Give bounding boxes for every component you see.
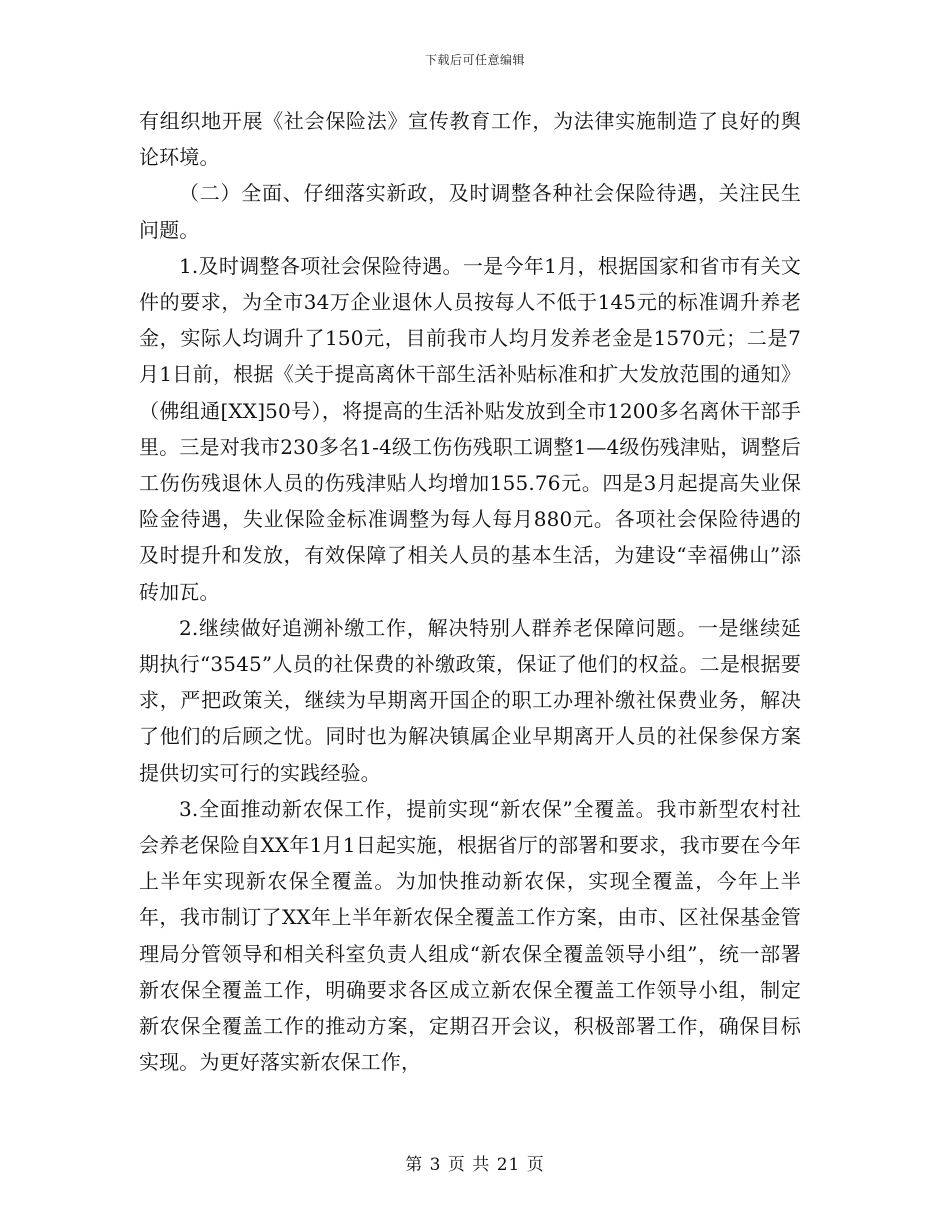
document-body — [139, 103, 801, 1080]
section-heading-2: （二）全面、仔细落实新政，及时调整各种社会保险待遇，关注民生问题。 — [139, 181, 801, 242]
paragraph-item-1: 1.及时调整各项社会保险待遇。一是今年1月，根据国家和省市有关文件的要求，为全市34万企业退休人员按每人不低于145元的标准调升养老金，实际人均调升了150元，目前我市人均月发养老金是1570元；二是7月1日前，根据《关于提高离休干部生活补贴标准和扩大发放范围的通知》（佛组通[XX]50号），将提高的生活补贴发放到全市1200多名离休干部手里。三是对我市230多名1-4级工伤伤残职工调整1—4级伤残津贴，调整后工伤伤残退休人员的伤残津贴人均增加155.76元。四是3月起提高失业保险金待遇，失业保险金标准调整为每人每月880元。各项社会保险待遇的及时提升和发放，有效保障了相关人员的基本生活，为建设“幸福佛山”添砖加瓦。 — [139, 253, 801, 604]
page-header-note: 下载后可任意编辑 — [424, 53, 525, 67]
paragraph-item-2: 2.继续做好追溯补缴工作，解决特别人群养老保障问题。一是继续延期执行“3545”人员的社保费的补缴政策，保证了他们的权益。二是根据要求，严把政策关，继续为早期离开国企的职工办理补缴社保费业务，解决了他们的后顾之忧。同时也为解决镇属企业早期离开人员的社保参保方案提供切实可行的实践经验。 — [139, 615, 801, 785]
page-number-footer: 第 3 页 共 21 页 — [405, 1155, 545, 1175]
paragraph-item-3: 3.全面推动新农保工作，提前实现“新农保”全覆盖。我市新型农村社会养老保险自XX年1月1日起实施，根据省厅的部署和要求，我市要在今年上半年实现新农保全覆盖。为加快推动新农保，实现全覆盖，今年上半年，我市制订了XX年上半年新农保全覆盖工作方案，由市、区社保基金管理局分管领导和相关科室负责人组成“新农保全覆盖领导小组”，统一部署新农保全覆盖工作，明确要求各区成立新农保全覆盖工作领导小组，制定新农保全覆盖工作的推动方案，定期召开会议，积极部署工作，确保目标实现。为更好落实新农保工作， — [139, 796, 801, 1075]
paragraph-continuation: 有组织地开展《社会保险法》宣传教育工作，为法律实施制造了良好的舆论环境。 — [139, 109, 801, 170]
